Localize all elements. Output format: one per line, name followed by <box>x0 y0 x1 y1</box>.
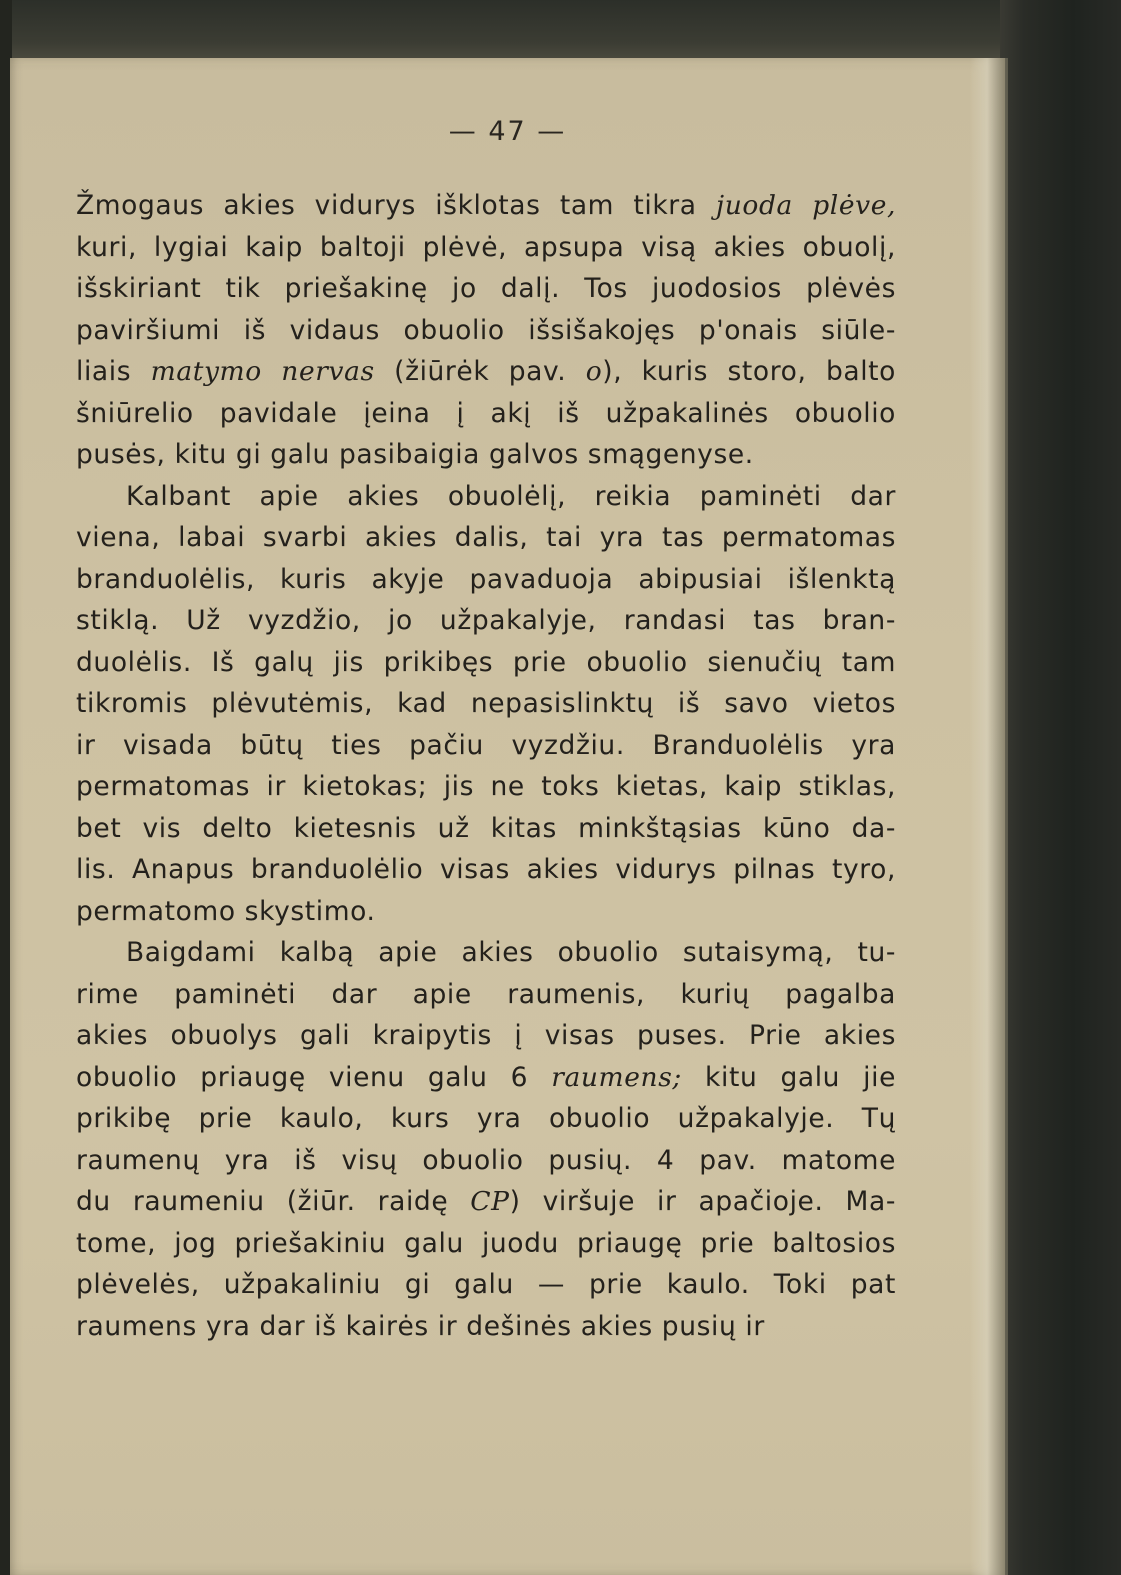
text-segment: paviršiumi iš vidaus obuolio išsišakojęs p'onais siūle- <box>76 314 896 346</box>
text-segment: du raumeniu (žiūr. raidę <box>76 1186 471 1217</box>
italic-text-segment: raumens; <box>551 1061 682 1093</box>
text-line <box>76 642 896 684</box>
text-segment: branduolėlis, kuris akyje pavaduoja abipusiai išlenktą <box>76 563 896 595</box>
text-line <box>76 725 896 767</box>
italic-text-segment: CP <box>470 1186 510 1217</box>
text-line <box>76 434 896 476</box>
text-segment: akies obuolys gali kraipytis į visas puses. Prie akies <box>76 1020 896 1051</box>
text-segment: prikibę prie kaulo, kurs yra obuolio užpakalyje. Tų <box>76 1103 896 1134</box>
text-segment: kuri, lygiai kaip baltoji plėvė, apsupa visą akies obuolį, <box>76 231 896 263</box>
text-segment: viena, labai svarbi akies dalis, tai yra tas permatomas <box>76 522 896 553</box>
text-segment: Žmogaus akies vidurys išklotas tam tikra <box>76 190 716 221</box>
text-segment: lis. Anapus branduolėlio visas akies vidurys pilnas tyro, <box>76 854 896 885</box>
text-segment: ), kuris storo, balto <box>602 356 896 387</box>
text-line <box>76 268 896 310</box>
book-page <box>10 58 1005 1575</box>
text-line <box>76 517 896 559</box>
text-line <box>76 351 896 393</box>
text-segment: liais <box>76 356 151 387</box>
text-segment: išskiriant tik priešakinę jo dalį. Tos juodosios plėvės <box>76 273 896 304</box>
text-line <box>76 683 896 725</box>
text-line <box>76 393 896 435</box>
text-line <box>76 891 896 933</box>
text-segment: raumenų yra iš visų obuolio pusių. 4 pav. matome <box>76 1144 896 1176</box>
text-segment: (žiūrėk pav. <box>374 356 586 387</box>
text-segment: raumens yra dar iš kairės ir dešinės akies pusių ir <box>76 1310 765 1342</box>
text-line <box>76 559 896 601</box>
text-segment: bet vis delto kietesnis už kitas minkštąsias kūno da- <box>76 812 896 844</box>
text-line <box>76 1015 896 1057</box>
text-line <box>76 1306 896 1348</box>
text-line <box>76 1223 896 1265</box>
text-line <box>76 1098 896 1140</box>
text-line <box>76 1057 896 1099</box>
text-segment: pusės, kitu gi galu pasibaigia galvos smągenyse. <box>76 439 754 470</box>
text-line <box>76 227 896 269</box>
text-line <box>76 185 896 227</box>
text-segment: permatomas ir kietokas; jis ne toks kietas, kaip stiklas, <box>76 771 896 802</box>
text-segment: šniūrelio pavidale įeina į akį iš užpakalinės obuolio <box>76 397 896 429</box>
text-segment: ) viršuje ir apačioje. Ma- <box>509 1186 896 1217</box>
scan-top-edge <box>0 0 1121 60</box>
text-segment: Baigdami kalbą apie akies obuolio sutaisymą, tu- <box>126 937 896 968</box>
italic-text-segment: o <box>585 356 603 387</box>
text-line <box>76 932 896 974</box>
text-segment: Kalbant apie akies obuolėlį, reikia paminėti dar <box>126 480 896 512</box>
italic-text-segment: matymo nervas <box>150 356 375 387</box>
text-line <box>76 600 896 642</box>
text-line <box>76 766 896 808</box>
text-segment: tikromis plėvutėmis, kad nepasislinktų iš savo vietos <box>76 688 896 719</box>
page-fold-shadow <box>970 58 1008 1575</box>
text-line <box>76 1264 896 1306</box>
text-line <box>76 1140 896 1182</box>
text-segment: duolėlis. Iš galų jis prikibęs prie obuolio sienučių tam <box>76 646 896 678</box>
text-segment: plėvelės, užpakaliniu gi galu — prie kaulo. Toki pat <box>76 1269 896 1300</box>
text-line <box>76 476 896 518</box>
text-segment: rime paminėti dar apie raumenis, kurių pagalba <box>76 978 896 1010</box>
text-segment: tome, jog priešakiniu galu juodu priaugę prie baltosios <box>76 1227 896 1259</box>
text-segment: ir visada būtų ties pačiu vyzdžiu. Branduolėlis yra <box>76 729 896 761</box>
text-segment: permatomo skystimo. <box>76 895 376 927</box>
text-segment: kitu galu jie <box>681 1061 897 1093</box>
italic-text-segment: juoda plėve, <box>715 190 896 221</box>
text-line <box>76 1181 896 1223</box>
page-number: — 47 — <box>448 116 567 147</box>
text-segment: obuolio priaugę vienu galu 6 <box>76 1061 552 1093</box>
text-line <box>76 974 896 1016</box>
text-line <box>76 849 896 891</box>
text-line <box>76 808 896 850</box>
book-cover-right <box>1000 0 1121 1575</box>
text-line <box>76 310 896 352</box>
text-segment: stiklą. Už vyzdžio, jo užpakalyje, randasi tas bran- <box>76 605 896 636</box>
body-text <box>76 185 896 1347</box>
